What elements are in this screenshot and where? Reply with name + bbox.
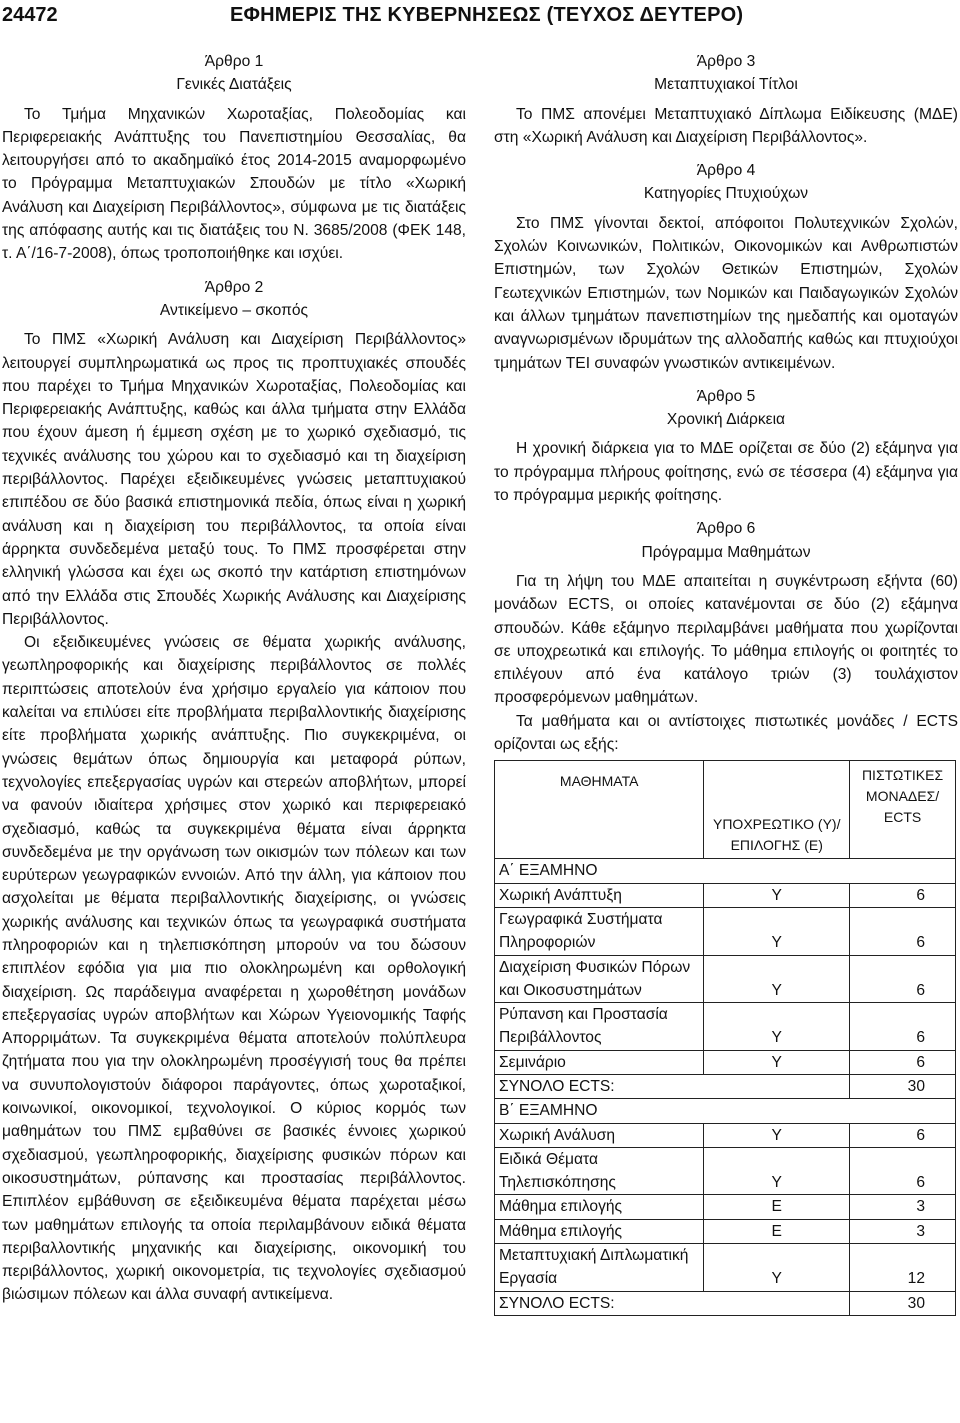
article-3-title: Μεταπτυχιακοί Τίτλοι xyxy=(654,76,798,94)
course-ects: 6 xyxy=(850,1123,956,1147)
table-row xyxy=(495,1050,956,1074)
article-1-text: Το Τμήμα Μηχανικών Χωροταξίας, Πολεοδομίας και Περιφερειακής Ανάπτυξης του Πανεπιστημίου Θεσσαλίας, θα λειτουργήσει από το ακαδημαϊκό έτος 2014-2015 αναμορφωμένο το Πρόγραμμα Μεταπτυχιακών Σπουδών με τίτλο «Χωρική Ανάλυση και Διαχείριση Περιβάλλοντος», σύμφωνα με τις διατάξεις της απόφασης αυτής και τις διατάξεις του Ν. 3685/2008 (ΦΕΚ 148, τ. Α΄/16-7-2008), όπως τροποποιήθηκε και ισχύει. xyxy=(2,105,466,263)
right-column xyxy=(494,50,958,1316)
left-column xyxy=(2,50,466,1307)
semester-a-label: Α΄ ΕΞΑΜΗΝΟ xyxy=(495,859,956,883)
total-a-row xyxy=(495,1074,956,1098)
total-b-row xyxy=(495,1291,956,1315)
course-ects: 12 xyxy=(850,1244,956,1292)
journal-title: ΕΦΗΜΕΡΙΣ ΤΗΣ ΚΥΒΕΡΝΗΣΕΩΣ (ΤΕΥΧΟΣ ΔΕΥΤΕΡΟ) xyxy=(230,4,744,26)
header-courses: ΜΑΘΗΜΑΤΑ xyxy=(495,761,704,859)
course-type: Υ xyxy=(704,1050,850,1074)
article-4-heading: Άρθρο 4 xyxy=(696,162,756,180)
table-row xyxy=(495,1244,956,1292)
article-5-title: Χρονική Διάρκεια xyxy=(666,411,786,429)
course-type: Υ xyxy=(704,1147,850,1195)
article-4-text: Στο ΠΜΣ γίνονται δεκτοί, απόφοιτοι Πολυτεχνικών Σχολών, Σχολών Κοινωνικών, Πολιτικών, Οικονομικών και Ανθρωπιστών Επιστημών, των Σχολών Θετικών Επιστημών, Σχολών Γεωτεχνικών Επιστημών, των Νομικών και Παιδαγωγικών Σχολών και άλλων τμημάτων πανεπιστημίων της ημεδαπής και ομοταγών αναγνωρισμένων ιδρυμάτων της αλλοδαπής καθώς και πτυχιούχοι τμημάτων ΤΕΙ συναφών γνωστικών αντικειμένων. xyxy=(494,214,958,372)
article-2-heading: Άρθρο 2 xyxy=(204,278,264,296)
article-4-title: Κατηγορίες Πτυχιούχων xyxy=(643,185,809,203)
course-ects: 3 xyxy=(850,1219,956,1243)
course-name: Χωρική Ανάπτυξη xyxy=(495,883,704,907)
course-name: Ρύπανση και Προστασία Περιβάλλοντος xyxy=(495,1003,704,1051)
course-type: Ε xyxy=(704,1195,850,1219)
article-6-heading: Άρθρο 6 xyxy=(696,520,756,538)
table-header-row xyxy=(495,761,956,859)
course-type: Υ xyxy=(704,907,850,955)
article-3-text: Το ΠΜΣ απονέμει Μεταπτυχιακό Δίπλωμα Ειδίκευσης (ΜΔΕ) στη «Χωρική Ανάλυση και Διαχείριση Περιβάλλοντος». xyxy=(494,105,958,146)
course-type: Υ xyxy=(704,1123,850,1147)
course-type: Υ xyxy=(704,955,850,1003)
table-row xyxy=(495,1219,956,1243)
article-6-title: Πρόγραμμα Μαθημάτων xyxy=(641,543,811,561)
course-ects: 6 xyxy=(850,1050,956,1074)
courses-table xyxy=(494,760,956,1316)
course-ects: 3 xyxy=(850,1195,956,1219)
course-name: Διαχείριση Φυσικών Πόρων και Οικοσυστημάτων xyxy=(495,955,704,1003)
course-ects: 6 xyxy=(850,883,956,907)
course-name: Χωρική Ανάλυση xyxy=(495,1123,704,1147)
course-name: Μάθημα επιλογής xyxy=(495,1219,704,1243)
page-header xyxy=(0,4,960,34)
semester-b-label: Β΄ ΕΞΑΜΗΝΟ xyxy=(495,1099,956,1123)
article-1-title: Γενικές Διατάξεις xyxy=(176,76,292,94)
table-row xyxy=(495,1147,956,1195)
header-type: ΥΠΟΧΡΕΩΤΙΚΟ (Υ)/ ΕΠΙΛΟΓΗΣ (Ε) xyxy=(704,761,850,859)
course-type: Υ xyxy=(704,883,850,907)
article-5-text: Η χρονική διάρκεια για το ΜΔΕ ορίζεται σε δύο (2) εξάμηνα για το πρόγραμμα πλήρους φοίτησης, ενώ σε τέσσερα (4) εξάμηνα για το πρόγραμμα μερικής φοίτησης. xyxy=(494,440,958,505)
course-ects: 6 xyxy=(850,955,956,1003)
table-row xyxy=(495,955,956,1003)
table-row xyxy=(495,1195,956,1219)
total-b-value: 30 xyxy=(850,1291,956,1315)
article-2-paragraph-1: Το ΠΜΣ «Χωρική Ανάλυση και Διαχείριση Περιβάλλοντος» λειτουργεί συμπληρωματικά ως προς τις προπτυχιακές σπουδές που παρέχει το Τμήμα Μηχανικών Χωροταξίας, Πολεοδομίας και Περιφερειακής Ανάπτυξης, καθώς και άλλα τμήματα στην Ελλάδα που έχουν άμεση ή έμμεση σχέση με το χωρικό σχεδιασμό, τις τεχνικές ανάλυσης του χώρου και το σχεδιασμό και τη διαχείριση περιβάλλοντος. Παρέχει εξειδικευμένες γνώσεις μεταπτυχιακού επιπέδου σε δύο βασικά επιστημονικά πεδία, όπως είναι η χωρική ανάλυση και η διαχείριση του περιβάλλοντος, τα οποία είναι άρρηκτα συνδεδεμένα μεταξύ τους. Το ΠΜΣ προσφέρεται στην ελληνική γλώσσα και έχει ως σκοπό την κατάρτιση επιστημόνων από την Ελλάδα στις Σπουδές Χωρικής Ανάλυσης και Διαχείρισης Περιβάλλοντος. xyxy=(2,331,466,628)
header-credits: ΠΙΣΤΩΤΙΚΕΣ ΜΟΝΑΔΕΣ/ ECTS xyxy=(850,761,956,859)
course-type: Ε xyxy=(704,1219,850,1243)
course-name: Γεωγραφικά Συστήματα Πληροφοριών xyxy=(495,907,704,955)
course-type: Υ xyxy=(704,1244,850,1292)
table-row xyxy=(495,907,956,955)
course-name: Ειδικά Θέματα Τηλεπισκόπησης xyxy=(495,1147,704,1195)
semester-a-row xyxy=(495,859,956,883)
article-6-paragraph-1: Για τη λήψη του ΜΔΕ απαιτείται η συγκέντρωση εξήντα (60) μονάδων ECTS, οι οποίες κατανέμονται σε δύο (2) εξάμηνα σπουδών. Κάθε εξάμηνο περιλαμβάνει μαθήματα που χωρίζονται σε υποχρεωτικά και επιλογής. Το μάθημα επιλογής οι φοιτητές το επιλέγουν από ένα κατάλογο τριών (3) τουλάχιστον προσφερόμενων μαθημάτων. xyxy=(494,572,958,707)
course-name: Μεταπτυχιακή Διπλωματική Εργασία xyxy=(495,1244,704,1292)
course-ects: 6 xyxy=(850,1003,956,1051)
total-b-label: ΣΥΝΟΛΟ ECTS: xyxy=(495,1291,850,1315)
course-type: Υ xyxy=(704,1003,850,1051)
article-2-title: Αντικείμενο – σκοπός xyxy=(159,301,309,319)
article-5-heading: Άρθρο 5 xyxy=(696,387,756,405)
article-3-heading: Άρθρο 3 xyxy=(696,53,756,70)
table-row xyxy=(495,883,956,907)
page-number: 24472 xyxy=(2,4,58,26)
total-a-value: 30 xyxy=(850,1074,956,1098)
article-2-paragraph-2: Οι εξειδικευμένες γνώσεις σε θέματα χωρικής ανάλυσης, γεωπληροφορικής και διαχείρισης περιβάλλοντος σε πολλές περιπτώσεις αποτελούν ένα χρήσιμο εργαλείο για κάποιον που καλείται να επιλύσει είτε προβλήματα περιβαλλοντικής διαχείρισης είτε προβλήματα χωρικής ανάπτυξης. Πιο συγκεκριμένα, οι γνώσεις θεμάτων όπως δημιουργία και μεταφορά ρύπων, τεχνολογίες επεξεργασίας υγρών και στερεών αποβλήτων, μπορεί να φανούν ιδιαίτερα χρήσιμες στον χωρικό και περιφερειακό σχεδιασμό, καθώς τα συγκεκριμένα θέματα είναι άρρηκτα συνδεδεμένα με την οργάνωση των οικισμών των πόλεων και των ευρύτερων γεωγραφικών εννοιών. Από την άλλη, για κάποιον που ασχολείται με θέματα περιβαλλοντικής διαχείρισης, οι γνώσεις χωρικής ανάλυσης και τεχνικών όπως τα γεωγραφικά συστήματα πληροφοριών και η τηλεπισκόπηση μπορούν να του δώσουν επιπλέον εφόδια για μια πιο ολοκληρωμένη και ορθολογική διαχείριση. Ως παράδειγμα αναφέρεται η χωροθέτηση μονάδων επεξεργασίας υγρών αποβλήτων και Χώρων Υγειονομικής Ταφής Απορριμάτων. Τα συγκεκριμένα θέματα αποτελούν πολύπλευρα ζητήματα που για την ολοκληρωμένη προσέγγισή τους θα πρέπει να συνυπολογιστούν διάφοροι παράγοντες, όπως χωροταξικοί, κοινωνικοί, οικονομικοί, τεχνολογικοί. Ο κύριος κορμός των μαθημάτων του ΠΜΣ εμβαθύνει σε βασικές έννοιες χωρικού σχεδιασμού, γεωπληροφορικής, διαχείρισης φυσικών πόρων και οικοσυστημάτων, ρύπανσης και προστασίας περιβάλλοντος. Επιπλέον εμβάθυνση σε εξειδικευμένα θέματα παρέχεται μέσω των μαθημάτων επιλογής τα οποία περιλαμβάνουν ειδικά θέματα περιβαλλοντικής μηχανικής και διαχείρισης, οικονομική του περιβάλλοντος, χωρική οικονομετρία, τις τεχνολογίες σχεδιασμού βιώσιμων πόλεων και άλλα συναφή αντικείμενα. xyxy=(2,634,466,1304)
course-ects: 6 xyxy=(850,907,956,955)
course-ects: 6 xyxy=(850,1147,956,1195)
article-1-heading: Άρθρο 1 xyxy=(204,53,264,70)
course-name: Μάθημα επιλογής xyxy=(495,1195,704,1219)
course-name: Σεμινάριο xyxy=(495,1050,704,1074)
table-row xyxy=(495,1123,956,1147)
table-row xyxy=(495,1003,956,1051)
total-a-label: ΣΥΝΟΛΟ ECTS: xyxy=(495,1074,850,1098)
article-6-paragraph-2: Τα μαθήματα και οι αντίστοιχες πιστωτικές μονάδες / ECTS ορίζονται ως εξής: xyxy=(494,712,958,754)
semester-b-row xyxy=(495,1099,956,1123)
